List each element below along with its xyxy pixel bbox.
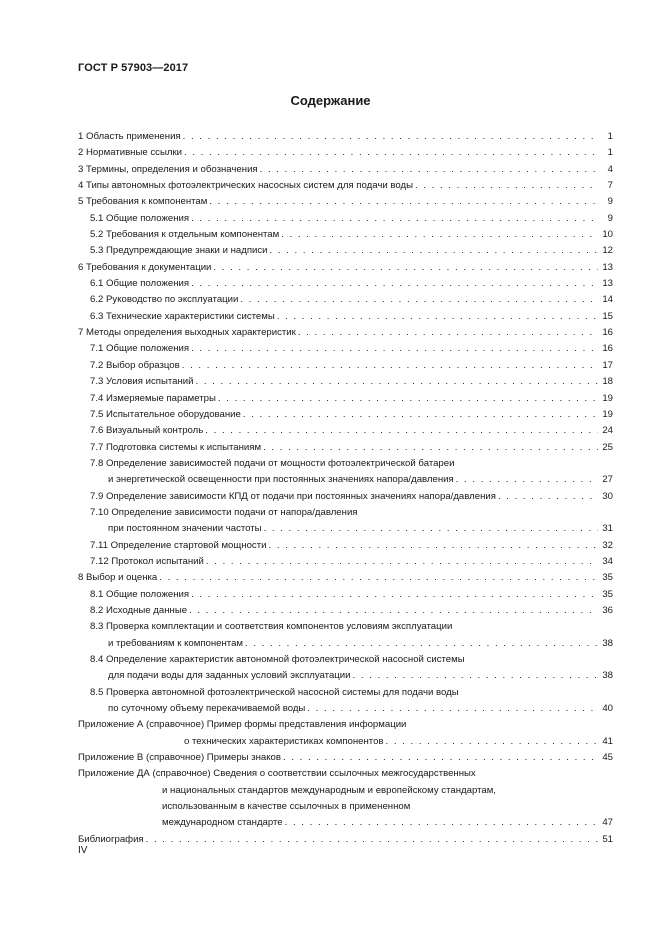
toc-entry-text: для подачи воды для заданных условий эксплуатации [108, 670, 351, 682]
toc-page-number: 16 [602, 343, 613, 355]
toc-entry[interactable] [78, 276, 613, 292]
toc-page-number: 35 [602, 572, 613, 584]
toc-entry-line [78, 652, 613, 668]
toc-entry[interactable] [78, 162, 613, 178]
toc-entry-line [78, 276, 613, 292]
toc-page-number: 13 [602, 261, 613, 273]
toc-page-number: 14 [602, 294, 613, 306]
toc-leader-dots [191, 341, 598, 357]
toc-leader-dots [270, 243, 598, 259]
toc-entry-line [78, 570, 613, 586]
toc-leader-dots [146, 832, 598, 848]
toc-entry-line [78, 145, 613, 161]
toc-page-number: 16 [602, 327, 613, 339]
toc-entry-line [78, 243, 613, 259]
toc-page-number: 1 [607, 147, 613, 159]
toc-entry[interactable] [78, 423, 613, 439]
toc-entry-text: 8 Выбор и оценка [78, 572, 158, 584]
toc-page-number: 41 [602, 735, 613, 747]
toc-entry-line [78, 341, 613, 357]
toc-entry-text: при постоянном значении частоты [108, 523, 262, 535]
toc-entry[interactable] [78, 194, 613, 210]
toc-leader-dots [283, 750, 598, 766]
toc-entry[interactable] [78, 145, 613, 161]
toc-entry-text: 6.2 Руководство по эксплуатации [90, 294, 239, 306]
toc-page-number: 27 [602, 474, 613, 486]
toc-entry-text: о технических характеристиках компонентов [184, 735, 384, 747]
toc-entry-line [78, 456, 613, 472]
toc-entry-text: 6.1 Общие положения [90, 278, 190, 290]
toc-entry-line [78, 162, 613, 178]
toc-entry-text: 7.1 Общие положения [90, 343, 190, 355]
toc-entry-continuation [78, 734, 613, 750]
toc-entry-line [78, 211, 613, 227]
toc-entry-text: 7.9 Определение зависимости КПД от подачи при постоянных значениях напора/давления [90, 490, 496, 502]
toc-entry-text: и энергетической освещенности при постоянных значениях напора/давления [108, 474, 454, 486]
toc-page-number: 10 [602, 229, 613, 241]
toc-entry-line [78, 832, 613, 848]
toc-entry-text: 8.4 Определение характеристик автономной фотоэлектрической насосной системы [90, 654, 465, 665]
toc-entry-continuation [78, 799, 613, 815]
toc-page-number: 13 [602, 278, 613, 290]
toc-page-number: 15 [602, 310, 613, 322]
toc-page-number: 38 [602, 637, 613, 649]
toc-entry-text: 7.7 Подготовка системы к испытаниям [90, 441, 262, 453]
toc-entry-line [78, 325, 613, 341]
toc-entry-line [78, 489, 613, 505]
toc-entry-continuation [78, 521, 613, 537]
toc-entry[interactable] [78, 341, 613, 357]
toc-entry-line [78, 587, 613, 603]
toc-leader-dots [353, 668, 598, 684]
toc-entry-line [78, 440, 613, 456]
toc-page-number: 34 [602, 555, 613, 567]
toc-entry-text: 1 Область применения [78, 131, 181, 142]
toc-entry-line [78, 391, 613, 407]
toc-entry-text: 7.11 Определение стартовой мощности [90, 539, 267, 551]
toc-entry-line [78, 554, 613, 570]
toc-entry-line [78, 178, 613, 194]
toc-entry-text: 7.3 Условия испытаний [90, 376, 194, 388]
toc-entry[interactable] [78, 603, 613, 619]
toc-leader-dots [206, 554, 598, 570]
toc-leader-dots [243, 407, 598, 423]
toc-entry-line [78, 423, 613, 439]
toc-entry-text: 8.1 Общие положения [90, 588, 190, 600]
toc-leader-dots [386, 734, 598, 750]
toc-entry-line [78, 194, 613, 210]
toc-entry[interactable] [78, 292, 613, 308]
toc-entry[interactable] [78, 407, 613, 423]
toc-entry-text: Библиография [78, 833, 144, 845]
toc-leader-dots [307, 701, 598, 717]
toc-entry[interactable] [78, 391, 613, 407]
toc-entry-text: 3 Термины, определения и обозначения [78, 163, 258, 175]
toc-leader-dots [183, 129, 598, 145]
toc-entry[interactable] [78, 358, 613, 374]
toc-entry-text: 6.3 Технические характеристики системы [90, 310, 275, 322]
toc-page-number: 12 [602, 245, 613, 257]
toc-entry-line [78, 309, 613, 325]
toc-leader-dots [245, 636, 598, 652]
toc-entry-text: 7.8 Определение зависимостей подачи от мощности фотоэлектрической батареи [90, 457, 455, 469]
toc-page-number: 31 [602, 523, 613, 535]
toc-entry-text: и национальных стандартов международным и европейскому стандартам, [162, 784, 496, 796]
toc-entry-line [78, 407, 613, 423]
toc-entry-text: по суточному объему перекачиваемой воды [108, 703, 306, 715]
toc-entry[interactable] [78, 750, 613, 766]
toc-entry-text: 7.2 Выбор образцов [90, 359, 180, 371]
toc-entry-text: 8.3 Проверка комплектации и соответствия компонентов условиям эксплуатации [90, 621, 453, 633]
toc-page-number: 17 [602, 359, 613, 371]
toc-entry-text: Приложение В (справочное) Примеры знаков [78, 752, 281, 764]
toc-entry[interactable] [78, 717, 613, 750]
toc-entry[interactable] [78, 652, 613, 685]
toc-page-number: 32 [602, 539, 613, 551]
toc-page-number: 25 [602, 441, 613, 453]
toc-leader-dots [264, 521, 598, 537]
toc-leader-dots [281, 227, 598, 243]
toc-entry-line [78, 685, 613, 701]
toc-entry-text: 5.2 Требования к отдельным компонентам [90, 229, 280, 241]
toc-entry-line [78, 292, 613, 308]
toc-entry-text: Приложение ДА (справочное) Сведения о соответствии ссылочных межгосударственных [78, 768, 476, 780]
toc-entry-text: 7.10 Определение зависимости подачи от напора/давления [90, 506, 358, 518]
toc-entry-continuation [78, 472, 613, 488]
toc-page-number: 24 [602, 425, 613, 437]
toc-leader-dots [263, 440, 598, 456]
toc-page-number: 4 [607, 163, 613, 175]
toc-entry[interactable] [78, 178, 613, 194]
toc-entry[interactable] [78, 227, 613, 243]
toc-entry[interactable] [78, 619, 613, 652]
toc-page-number: 51 [602, 833, 613, 845]
toc-leader-dots [191, 211, 598, 227]
toc-entry-text: использованным в качестве ссылочных в примененном [162, 801, 411, 813]
toc-entry-line [78, 750, 613, 766]
toc-entry-line [78, 260, 613, 276]
toc-leader-dots [277, 309, 598, 325]
toc-entry-text: 5.1 Общие положения [90, 212, 190, 224]
toc-entry-text: 2 Нормативные ссылки [78, 147, 183, 159]
toc-entry[interactable] [78, 505, 613, 538]
toc-entry-text: и требованиям к компонентам [108, 637, 244, 649]
toc-entry[interactable] [78, 129, 613, 145]
toc-entry[interactable] [78, 587, 613, 603]
toc-entry[interactable] [78, 685, 613, 718]
toc-entry-continuation [78, 636, 613, 652]
toc-page-number: 9 [607, 212, 613, 224]
toc-leader-dots [182, 358, 598, 374]
toc-entry[interactable] [78, 374, 613, 390]
toc-page-number: 35 [602, 588, 613, 600]
toc-entry-continuation [78, 783, 613, 799]
document-id-header: ГОСТ Р 57903—2017 [78, 62, 189, 74]
toc-entry-line [78, 358, 613, 374]
toc-leader-dots [285, 815, 598, 831]
toc-entry[interactable] [78, 243, 613, 259]
toc-entry-continuation [78, 815, 613, 831]
toc-page-number: 18 [602, 376, 613, 388]
toc-leader-dots [209, 194, 598, 210]
toc-leader-dots [498, 489, 598, 505]
toc-page-number: 7 [607, 180, 613, 192]
toc-entry-line [78, 129, 613, 145]
toc-entry-text: 7 Методы определения выходных характеристик [78, 327, 296, 339]
toc-entry[interactable] [78, 489, 613, 505]
toc-leader-dots [456, 472, 598, 488]
toc-leader-dots [191, 587, 598, 603]
toc-page-number: 30 [602, 490, 613, 502]
toc-page-number: 36 [602, 604, 613, 616]
toc-entry[interactable] [78, 325, 613, 341]
toc-entry[interactable] [78, 456, 613, 489]
toc-entry-text: 8.2 Исходные данные [90, 604, 188, 616]
toc-leader-dots [196, 374, 599, 390]
toc-page-number: 19 [602, 392, 613, 404]
toc-entry-line [78, 227, 613, 243]
toc-leader-dots [184, 145, 598, 161]
toc-page-number: 1 [607, 131, 613, 142]
toc-page-number: 9 [607, 196, 613, 208]
toc-entry[interactable] [78, 832, 613, 848]
toc-entry-text: 6 Требования к документации [78, 261, 212, 273]
toc-leader-dots [260, 162, 598, 178]
page-number: IV [78, 845, 88, 856]
toc-entry-text: 4 Типы автономных фотоэлектрических насосных систем для подачи воды [78, 180, 413, 192]
toc-page-number: 19 [602, 408, 613, 420]
toc-entry-text: 5.3 Предупреждающие знаки и надписи [90, 245, 268, 257]
toc-page-number: 40 [602, 703, 613, 715]
toc-entry-continuation [78, 668, 613, 684]
toc-leader-dots [189, 603, 598, 619]
toc-entry-line [78, 766, 613, 782]
toc-leader-dots [268, 538, 598, 554]
toc-entry-line [78, 505, 613, 521]
toc-leader-dots [298, 325, 598, 341]
toc-leader-dots [159, 570, 598, 586]
toc-leader-dots [240, 292, 598, 308]
toc-entry-text: Приложение А (справочное) Пример формы представления информации [78, 719, 407, 731]
toc-entry[interactable] [78, 309, 613, 325]
toc-leader-dots [415, 178, 598, 194]
toc-leader-dots [205, 423, 598, 439]
toc-page-number: 45 [602, 752, 613, 764]
toc-entry-text: 7.4 Измеряемые параметры [90, 392, 216, 404]
toc-entry-text: 7.12 Протокол испытаний [90, 555, 204, 567]
toc-page-number: 47 [602, 817, 613, 829]
toc-entry-line [78, 374, 613, 390]
toc-entry[interactable] [78, 554, 613, 570]
toc-entry[interactable] [78, 766, 613, 831]
toc-leader-dots [213, 260, 598, 276]
toc-entry-text: 7.5 Испытательное оборудование [90, 408, 241, 420]
toc-entry-text: 7.6 Визуальный контроль [90, 425, 204, 437]
toc-entry-text: международном стандарте [162, 817, 283, 829]
table-of-contents [78, 129, 613, 848]
toc-entry[interactable] [78, 260, 613, 276]
toc-leader-dots [218, 391, 598, 407]
toc-entry-line [78, 619, 613, 635]
toc-entry-line [78, 603, 613, 619]
toc-entry-line [78, 538, 613, 554]
toc-entry-continuation [78, 701, 613, 717]
toc-entry[interactable] [78, 440, 613, 456]
toc-entry[interactable] [78, 211, 613, 227]
toc-entry[interactable] [78, 570, 613, 586]
toc-page-number: 38 [602, 670, 613, 682]
toc-title: Содержание [290, 93, 371, 108]
toc-leader-dots [191, 276, 598, 292]
toc-entry-text: 8.5 Проверка автономной фотоэлектрической насосной системы для подачи воды [90, 686, 459, 698]
toc-entry-line [78, 717, 613, 733]
toc-entry[interactable] [78, 538, 613, 554]
toc-entry-text: 5 Требования к компонентам [78, 196, 208, 208]
